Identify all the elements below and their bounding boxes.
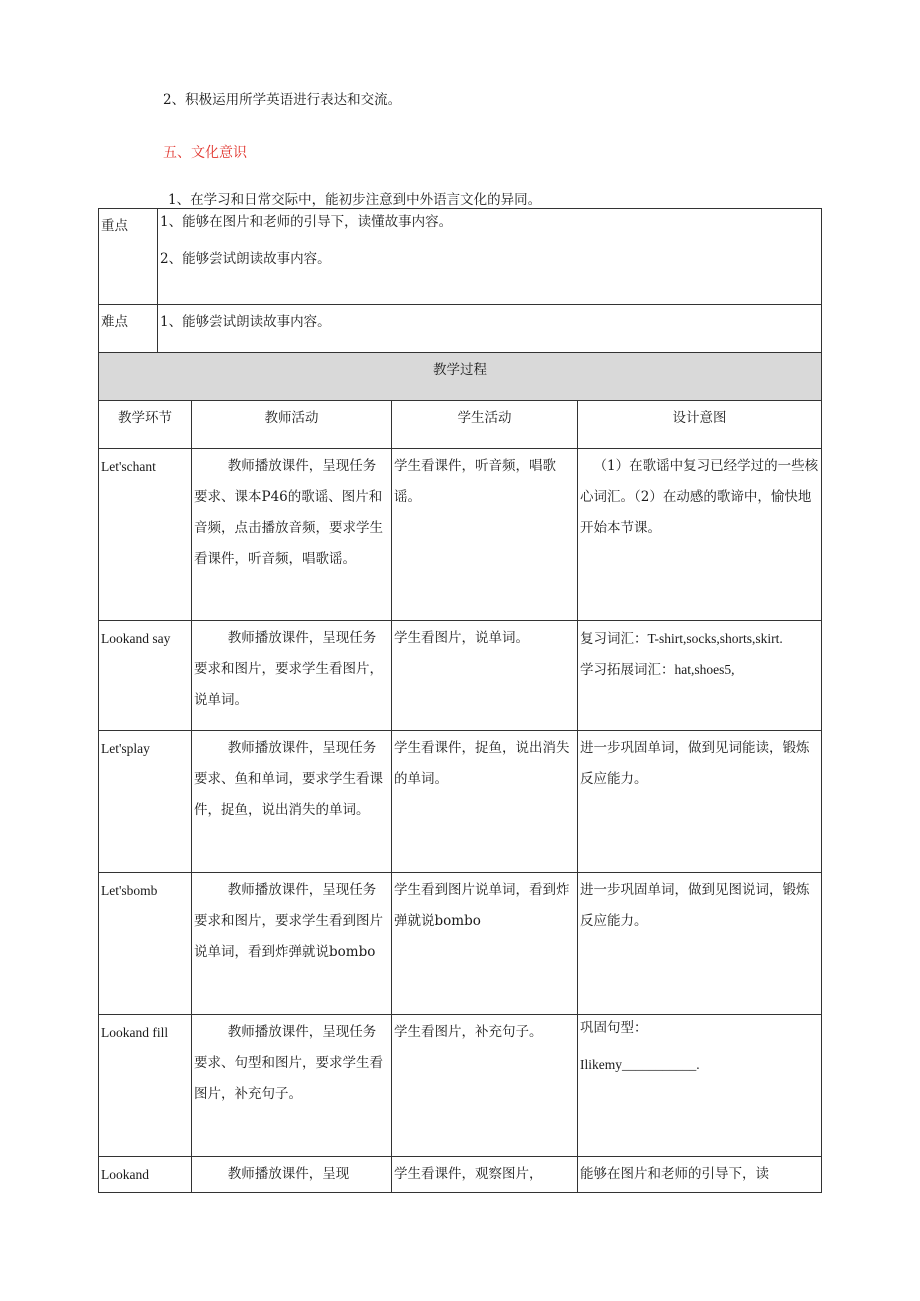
teacher-activity: 教师播放课件，呈现任务要求、句型和图片，要求学生看图片，补充句子。 [192, 1015, 392, 1157]
process-row-bomb [99, 873, 822, 1015]
key-points-content [158, 209, 822, 305]
process-title: 教学过程 [99, 353, 822, 401]
intent-line-1: 复习词汇：T-shirt,socks,shorts,skirt. [580, 631, 783, 646]
design-intent [578, 621, 822, 731]
header-teacher: 教师活动 [192, 401, 392, 449]
student-activity: 学生看图片，补充句子。 [392, 1015, 578, 1157]
design-intent: 进一步巩固单词，做到见图说词，锻炼反应能力。 [578, 873, 822, 1015]
design-intent [578, 1015, 822, 1157]
stage-cell: Lookand [99, 1157, 192, 1193]
process-row-play [99, 731, 822, 873]
process-row-chant [99, 449, 822, 621]
key-points-row [99, 209, 822, 305]
culture-item-1: 1、在学习和日常交际中，能初步注意到中外语言文化的异同。 [168, 192, 542, 208]
difficult-point-1: 1、能够尝试朗读故事内容。 [158, 305, 822, 353]
header-intent: 设计意图 [578, 401, 822, 449]
key-point-2: 2、能够尝试朗读故事内容。 [160, 251, 331, 267]
stage-cell: Let'schant [99, 449, 192, 621]
process-row-look-partial [99, 1157, 822, 1193]
section-title-culture: 五、文化意识 [163, 145, 247, 161]
design-intent: （1）在歌谣中复习已经学过的一些核心词汇。（2）在动感的歌谛中，愉快地开始本节课。 [578, 449, 822, 621]
objective-item-2: 2、积极运用所学英语进行表达和交流。 [163, 92, 402, 108]
student-activity: 学生看课件，听音频，唱歌谣。 [392, 449, 578, 621]
student-activity: 学生看到图片说单词，看到炸弹就说bombo [392, 873, 578, 1015]
difficult-points-label: 难点 [99, 305, 158, 353]
stage-cell: Let'sbomb [99, 873, 192, 1015]
process-header-row [99, 401, 822, 449]
stage-cell: Let'splay [99, 731, 192, 873]
header-student: 学生活动 [392, 401, 578, 449]
teacher-activity: 教师播放课件，呈现任务要求和图片，要求学生看到图片说单词，看到炸弹就说bombo [192, 873, 392, 1015]
intent-line-1: 巩固句型： [580, 1020, 648, 1036]
teacher-activity: 教师播放课件，呈现任务要求和图片，要求学生看图片，说单词。 [192, 621, 392, 731]
student-activity: 学生看课件，观察图片， [392, 1157, 578, 1193]
design-intent: 能够在图片和老师的引导下，读 [578, 1157, 822, 1193]
teacher-activity: 教师播放课件，呈现任务要求、鱼和单词，要求学生看课件，捉鱼，说出消失的单词。 [192, 731, 392, 873]
intent-line-2: Ilikemy___________. [580, 1057, 700, 1072]
stage-cell: Lookand say [99, 621, 192, 731]
student-activity: 学生看课件，捉鱼，说出消失的单词。 [392, 731, 578, 873]
process-row-look-say [99, 621, 822, 731]
key-point-1: 1、能够在图片和老师的引导下，读懂故事内容。 [160, 214, 453, 230]
stage-cell: Lookand fill [99, 1015, 192, 1157]
lesson-plan-table [98, 208, 822, 1193]
key-points-label: 重点 [99, 209, 158, 305]
student-activity: 学生看图片，说单词。 [392, 621, 578, 731]
intent-line-2: 学习拓展词汇：hat,shoes5, [580, 662, 735, 677]
process-row-look-fill [99, 1015, 822, 1157]
difficult-points-row [99, 305, 822, 353]
design-intent: 进一步巩固单词，做到见词能读，锻炼反应能力。 [578, 731, 822, 873]
teacher-activity: 教师播放课件，呈现任务要求、课本P46的歌谣、图片和音频，点击播放音频，要求学生看课件，听音频，唱歌谣。 [192, 449, 392, 621]
header-stage: 教学环节 [99, 401, 192, 449]
teacher-activity: 教师播放课件，呈现 [192, 1157, 392, 1193]
process-title-row [99, 353, 822, 401]
